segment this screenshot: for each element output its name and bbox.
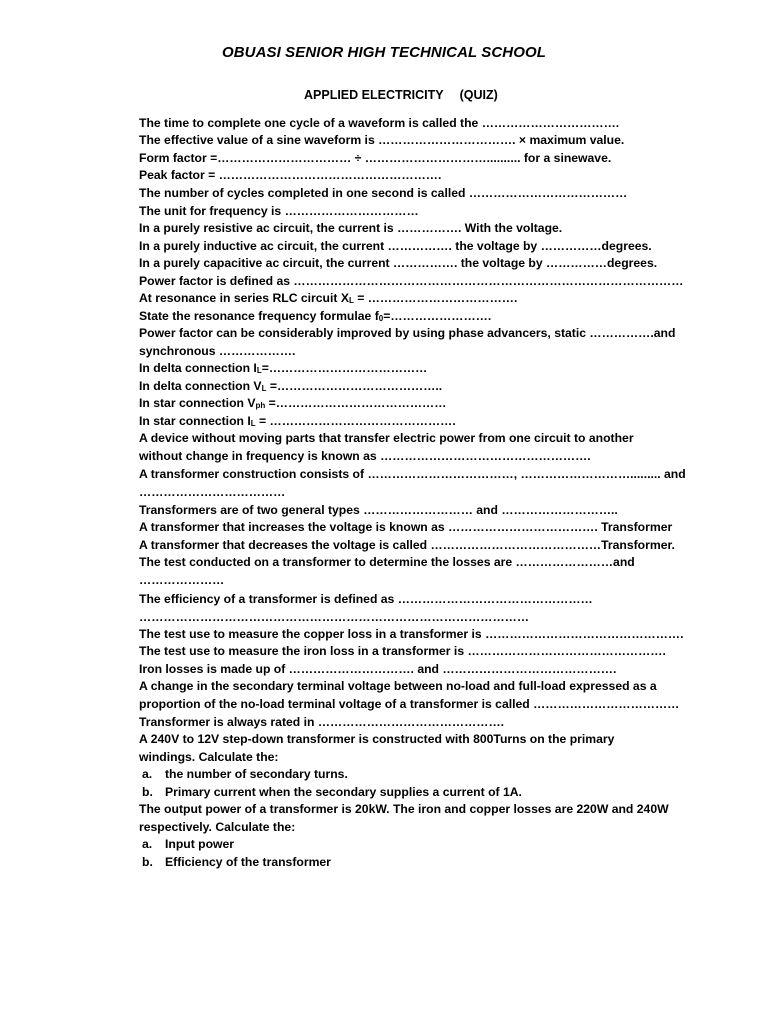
question-text: At resonance in series RLC circuit $X_L$ = ………………………………. [139, 291, 518, 305]
question-text: In a purely resistive ac circuit, the current is ……………. With the voltage. [139, 221, 563, 235]
question-text: Transformer is always rated in ………………………………………. [139, 715, 505, 729]
subscript: L [250, 419, 256, 428]
question-continuation: without change in frequency is known as ……………………………………………. [139, 448, 591, 463]
sub-question-text: Primary current when the secondary supplies a current of 1A. [165, 784, 522, 799]
question-text: Transformers are of two general types ……………………… and ……………………….. [139, 503, 618, 517]
question-text: A change in the secondary terminal voltage between no-load and full-load expressed as a [139, 679, 657, 693]
subject-title: APPLIED ELECTRICITY [304, 88, 444, 102]
question-text: The output power of a transformer is 20kW. The iron and copper losses are 220W and 240W [139, 802, 669, 816]
question-text: In star connection $V_{ph}$ =…………………………………… [139, 396, 447, 410]
question-text: The efficiency of a transformer is defined as ………………………………………… [139, 592, 593, 606]
question-text: Power factor is defined as …………………………………………………………………………………… [139, 274, 684, 288]
question-text: Power factor can be considerably improved by using phase advancers, static …………….and [139, 326, 676, 340]
sub-question-text: Efficiency of the transformer [165, 854, 331, 869]
question-text: State the resonance frequency formulae $f_0=\dots\dots\dots\dots\dots\dots\dots\dots$. [139, 309, 492, 323]
question-text: A device without moving parts that transfer electric power from one circuit to another [139, 431, 634, 445]
subscript: L [256, 366, 262, 375]
question-text: Peak factor = ………………………………………………. [139, 168, 442, 182]
question-text: In delta connection $I_L=\dots\dots\dots\dots\dots\dots\dots\dots\dots\dots\dots\dots\dots$ [139, 361, 428, 375]
sub-question-letter: a. [142, 837, 153, 851]
sub-question-letter: b. [142, 854, 153, 869]
question-text: The number of cycles completed in one second is called ………………………………… [139, 186, 628, 200]
subscript: ph [255, 401, 266, 410]
subscript: L [348, 296, 354, 305]
question-continuation: ………………… [139, 572, 225, 587]
question-continuation: …………………………………………………………………………………… [139, 609, 529, 624]
question-continuation: windings. Calculate the: [139, 749, 279, 764]
question-text: A transformer that decreases the voltage is called ……………………………………Transformer. [139, 538, 675, 552]
question-continuation: synchronous ………………. [139, 343, 296, 358]
quiz-subtitle [304, 88, 498, 102]
school-name: OBUASI SENIOR HIGH TECHNICAL SCHOOL [221, 44, 547, 61]
question-text: Iron losses is made up of …………………………. and ……………………………………. [139, 662, 617, 676]
question-text: The test use to measure the iron loss in a transformer is …………………………………………. [139, 644, 666, 658]
question-text: A 240V to 12V step-down transformer is constructed with 800Turns on the primary [139, 732, 615, 746]
question-text: The time to complete one cycle of a waveform is called the ……………………………. [139, 116, 620, 130]
sub-question-text: the number of secondary turns. [165, 767, 348, 781]
sub-question-letter: a. [142, 767, 153, 781]
question-text: In star connection $I_L$ = ………………………………………. [139, 414, 456, 428]
question-text: Form factor =…………………………… ÷ ………………………….......... for a sinewave. [139, 151, 612, 165]
subscript: L [261, 384, 267, 393]
question-text: In a purely inductive ac circuit, the current ……………. the voltage by ……………degrees. [139, 239, 652, 253]
question-text: The effective value of a sine waveform is ……………………………. × maximum value. [139, 133, 625, 147]
question-continuation: ……………………………… [139, 484, 286, 499]
question-continuation: proportion of the no-load terminal voltage of a transformer is called ……………………………… [139, 696, 680, 711]
question-text: In a purely capacitive ac circuit, the current ……………. the voltage by ……………degrees. [139, 256, 658, 270]
question-text: The test use to measure the copper loss in a transformer is …………………………………………. [139, 627, 684, 641]
sub-question-text: Input power [165, 837, 235, 851]
sub-question-letter: b. [142, 784, 153, 799]
question-text: The unit for frequency is …………………………… [139, 204, 419, 218]
question-continuation: respectively. Calculate the: [139, 819, 296, 834]
quiz-label: (QUIZ) [459, 88, 498, 102]
question-text: A transformer that increases the voltage is known as ………………………………. Transformer [139, 520, 673, 534]
question-text: A transformer construction consists of ………………………………, ………………………......... and [139, 467, 686, 481]
question-text: The test conducted on a transformer to determine the losses are ……………………and [139, 555, 635, 569]
question-text: In delta connection $V_L$ =………………………………….. [139, 379, 443, 393]
subscript: 0 [378, 314, 384, 323]
